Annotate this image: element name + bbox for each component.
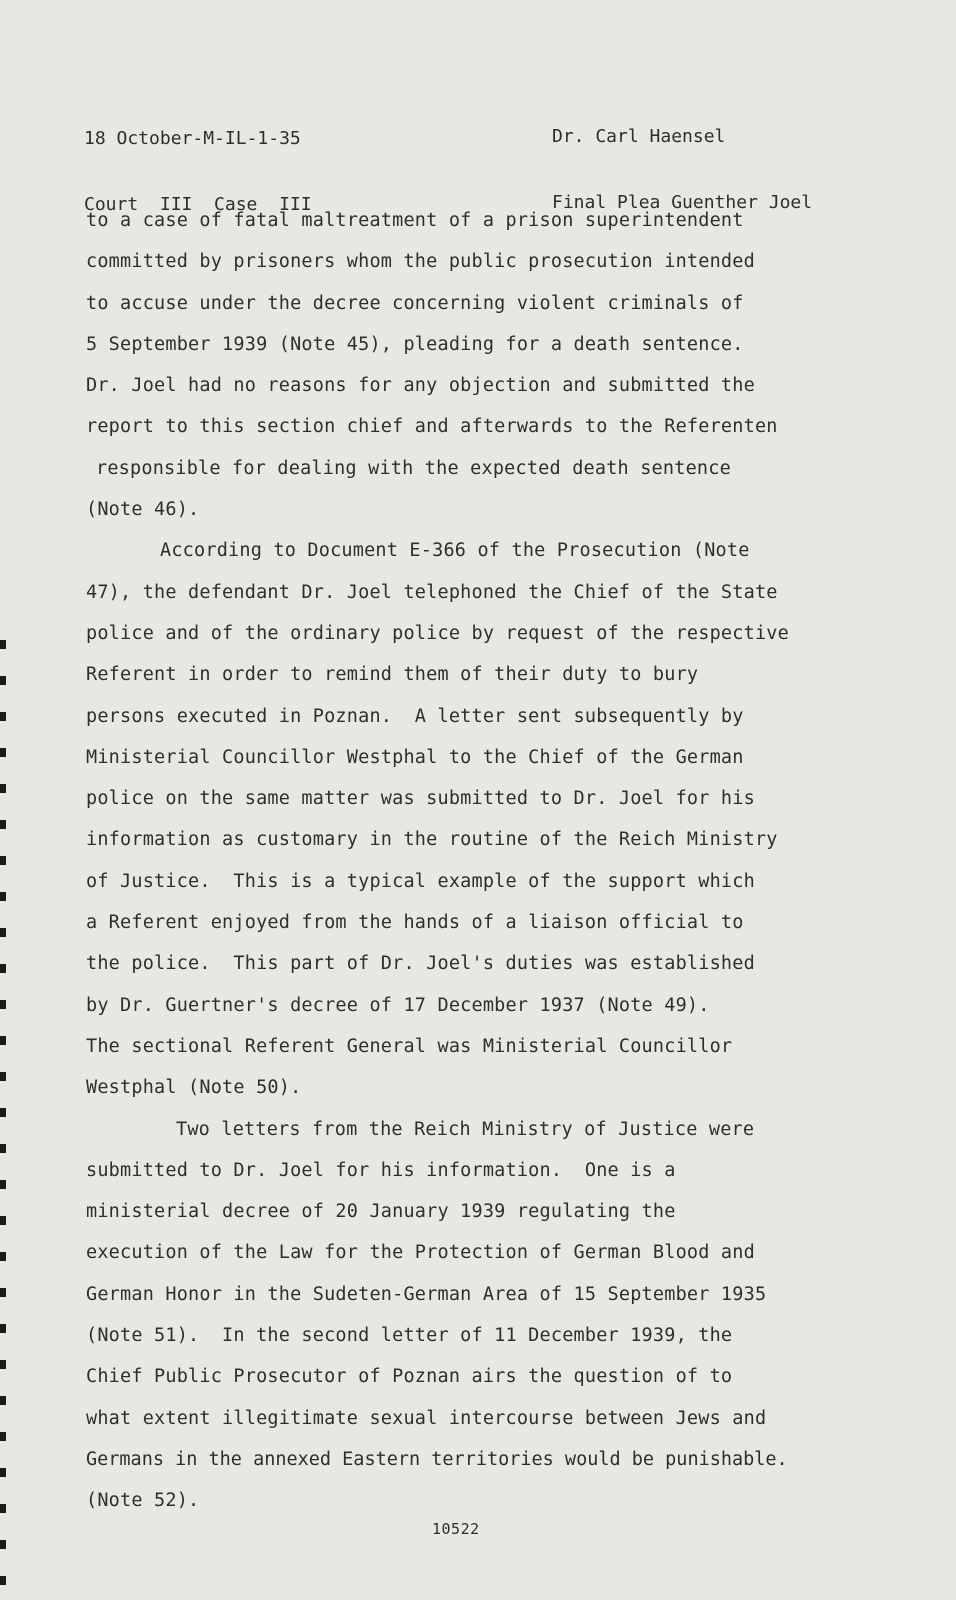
body-line: police and of the ordinary police by request of the respective [86,622,789,644]
body-line: Germans in the annexed Eastern territories would be punishable. [86,1448,788,1470]
body-line: Chief Public Prosecutor of Poznan airs the question of to [86,1366,733,1388]
body-line: Dr. Joel had no reasons for any objection and submitted the [86,375,755,397]
header-right-line1: Dr. Carl Haensel [552,126,726,147]
body-line: Westphal (Note 50). [86,1077,302,1099]
header-left-line1: 18 October-M-IL-1-35 [84,128,301,149]
binding-holes [0,640,6,1600]
body-line: Two letters from the Reich Ministry of Justice were [176,1118,755,1140]
body-line: 47), the defendant Dr. Joel telephoned the Chief of the State [86,581,778,603]
page-number: 10522 [432,1520,480,1538]
body-line: submitted to Dr. Joel for his information. One is a [86,1159,676,1181]
body-line: persons executed in Poznan. A letter sent subsequently by [86,705,744,727]
body-line: The sectional Referent General was Ministerial Councillor [86,1035,733,1057]
body-line: Ministerial Councillor Westphal to the Chief of the German [86,746,744,768]
body-line: execution of the Law for the Protection of German Blood and [86,1242,755,1264]
body-line: a Referent enjoyed from the hands of a liaison official to [86,912,744,934]
body-line: police on the same matter was submitted to Dr. Joel for his [86,788,755,810]
body-line: of Justice. This is a typical example of the support which [86,870,755,892]
body-line: information as customary in the routine of the Reich Ministry [86,829,778,851]
body-line: (Note 51). In the second letter of 11 December 1939, the [86,1325,733,1347]
body-line: (Note 52). [86,1490,200,1512]
body-line: 5 September 1939 (Note 45), pleading for a death sentence. [86,333,744,355]
body-line: to a case of fatal maltreatment of a prison superintendent [86,210,744,231]
body-line: what extent illegitimate sexual intercourse between Jews and [86,1407,767,1429]
body-line: the police. This part of Dr. Joel's duties was established [86,953,755,975]
body-line: (Note 46). [86,499,200,521]
body-line: committed by prisoners whom the public prosecution intended [86,251,755,273]
header-left-line2: Court III Case III [84,194,312,215]
body-line: ministerial decree of 20 January 1939 regulating the [86,1201,676,1223]
body-line: Referent in order to remind them of their duty to bury [86,664,699,686]
body-line: German Honor in the Sudeten-German Area of 15 September 1935 [86,1283,767,1305]
body-line: According to Document E-366 of the Prosecution (Note [160,540,750,562]
header-right-line2: Final Plea Guenther Joel [552,192,813,213]
body-line: to accuse under the decree concerning violent criminals of [86,292,744,314]
body-line: report to this section chief and afterwards to the Referenten [86,416,778,438]
body-line: responsible for dealing with the expected death sentence [96,457,731,479]
body-line: by Dr. Guertner's decree of 17 December 1937 (Note 49). [86,994,710,1016]
body-text [86,200,876,1522]
